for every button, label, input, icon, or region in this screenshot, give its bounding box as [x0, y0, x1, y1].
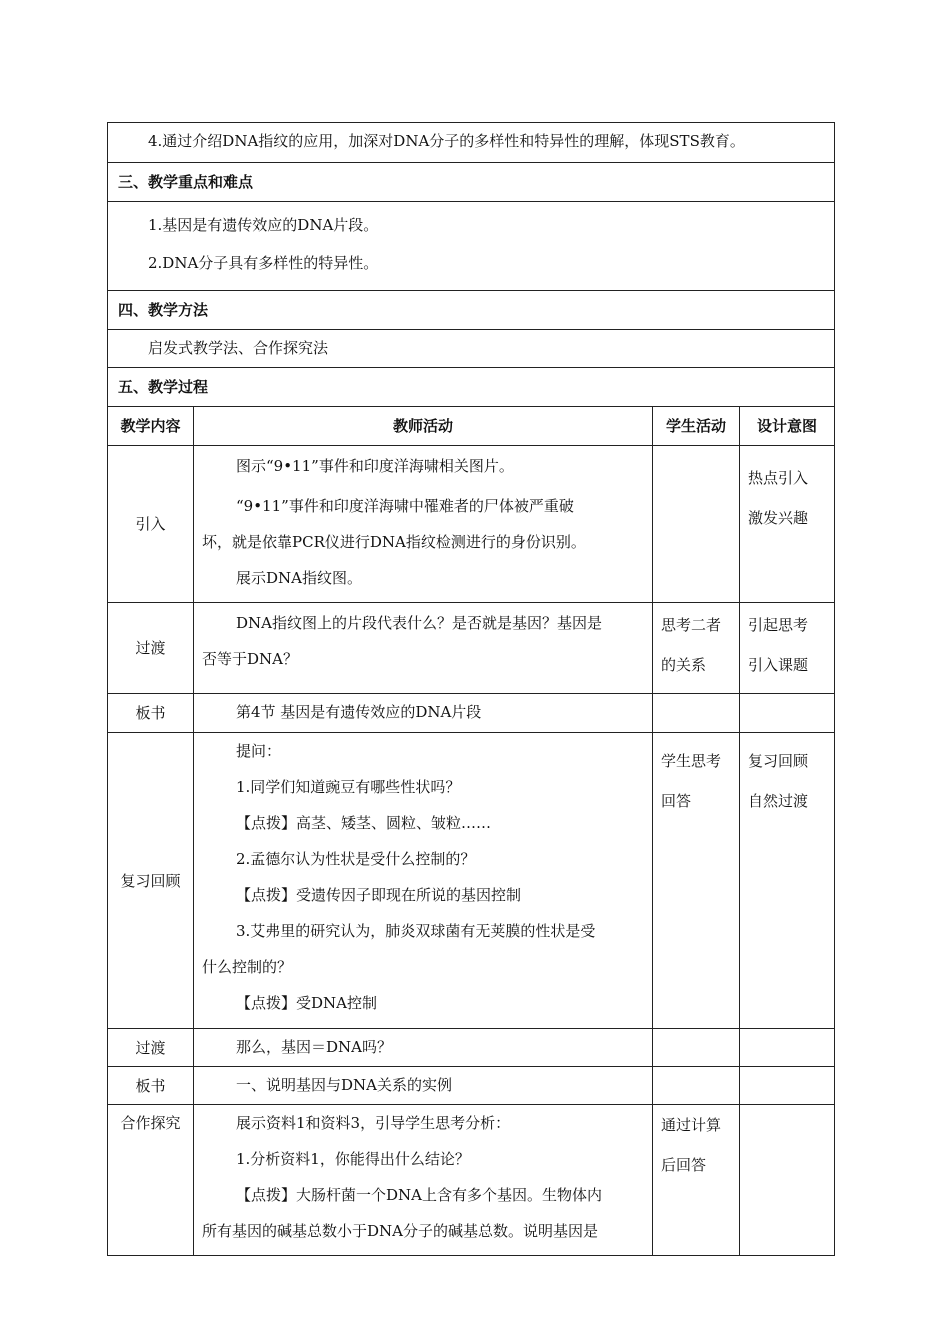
lesson-plan-table	[107, 122, 835, 1256]
row-transition2-student	[653, 1029, 740, 1067]
student-line: 后回答	[661, 1156, 707, 1174]
header-teacher: 教师活动	[194, 407, 653, 446]
row-review-content: 复习回顾	[108, 733, 194, 1029]
objective-4-text: 4.通过介绍DNA指纹的应用，加深对DNA分子的多样性和特异性的理解，体现STS教育。	[148, 132, 745, 150]
teacher-line: 图示“9•11”事件和印度洋海啸相关图片。	[236, 457, 514, 475]
row-explore-intent	[740, 1105, 835, 1256]
teacher-line: DNA指纹图上的片段代表什么？是否就是基因？基因是	[236, 614, 602, 632]
row-intro-teacher	[194, 446, 653, 603]
header-content: 教学内容	[108, 407, 194, 446]
methods-cell	[108, 330, 835, 368]
section-4-title: 四、教学方法	[108, 291, 835, 330]
key-point-1: 1.基因是有遗传效应的DNA片段。	[148, 216, 379, 234]
row-transition-student	[653, 603, 740, 694]
teacher-line: 提问：	[236, 742, 282, 760]
teacher-line: 【点拨】高茎、矮茎、圆粒、皱粒……	[236, 814, 492, 832]
teacher-line: 1.同学们知道豌豆有哪些性状吗？	[236, 778, 461, 796]
row-review-intent	[740, 733, 835, 1029]
intent-line: 复习回顾	[748, 752, 809, 770]
row-explore-content: 合作探究	[108, 1105, 194, 1256]
row-intro-intent	[740, 446, 835, 603]
row-transition2-teacher	[194, 1029, 653, 1067]
row-review-student	[653, 733, 740, 1029]
row-board-intent	[740, 694, 835, 733]
student-line: 的关系	[661, 656, 707, 674]
header-student: 学生活动	[653, 407, 740, 446]
row-board2-content: 板书	[108, 1067, 194, 1105]
student-line: 回答	[661, 792, 692, 810]
teacher-line: 否等于DNA？	[202, 650, 298, 668]
intent-line: 热点引入	[748, 469, 809, 487]
teacher-line: 2.孟德尔认为性状是受什么控制的？	[236, 850, 476, 868]
student-line: 思考二者	[661, 616, 722, 634]
row-board2-teacher	[194, 1067, 653, 1105]
row-transition-teacher	[194, 603, 653, 694]
teacher-line: 展示资料1和资料3，引导学生思考分析：	[236, 1114, 511, 1132]
student-line: 通过计算	[661, 1116, 722, 1134]
teacher-line: 【点拨】受遗传因子即现在所说的基因控制	[236, 886, 522, 904]
row-intro-content: 引入	[108, 446, 194, 603]
teacher-line: 1.分析资料1，你能得出什么结论？	[236, 1150, 470, 1168]
intent-line: 引起思考	[748, 616, 809, 634]
key-points-cell	[108, 202, 835, 291]
key-point-2: 2.DNA分子具有多样性的特异性。	[148, 254, 379, 272]
teacher-line: 【点拨】受DNA控制	[236, 994, 377, 1012]
row-board-teacher	[194, 694, 653, 733]
methods-text: 启发式教学法、合作探究法	[148, 339, 329, 357]
row-explore-teacher	[194, 1105, 653, 1256]
row-transition-intent	[740, 603, 835, 694]
row-intro-student	[653, 446, 740, 603]
teacher-line: 那么，基因＝DNA吗？	[236, 1038, 392, 1056]
teacher-line: 第4节 基因是有遗传效应的DNA片段	[236, 703, 482, 721]
row-board2-intent	[740, 1067, 835, 1105]
row-board-content: 板书	[108, 694, 194, 733]
row-review-teacher	[194, 733, 653, 1029]
row-board-student	[653, 694, 740, 733]
intent-line: 自然过渡	[748, 792, 809, 810]
teacher-line: 展示DNA指纹图。	[236, 569, 362, 587]
row-explore-student	[653, 1105, 740, 1256]
lesson-plan-page	[107, 122, 834, 1256]
section-5-title: 五、教学过程	[108, 368, 835, 407]
student-line: 学生思考	[661, 752, 722, 770]
teacher-line: 什么控制的？	[202, 958, 293, 976]
row-board2-student	[653, 1067, 740, 1105]
intent-line: 激发兴趣	[748, 509, 809, 527]
teacher-line: 坏，就是依靠PCR仪进行DNA指纹检测进行的身份识别。	[202, 533, 586, 551]
objective-row	[108, 123, 835, 163]
row-transition-content: 过渡	[108, 603, 194, 694]
row-transition2-intent	[740, 1029, 835, 1067]
row-transition2-content: 过渡	[108, 1029, 194, 1067]
teacher-line: 一、说明基因与DNA关系的实例	[236, 1076, 452, 1094]
header-intent: 设计意图	[740, 407, 835, 446]
intent-line: 引入课题	[748, 656, 809, 674]
teacher-line: 【点拨】大肠杆菌一个DNA上含有多个基因。生物体内	[236, 1186, 602, 1204]
teacher-line: 3.艾弗里的研究认为，肺炎双球菌有无荚膜的性状是受	[236, 922, 596, 940]
teacher-line: “9•11”事件和印度洋海啸中罹难者的尸体被严重破	[236, 497, 574, 515]
section-3-title: 三、教学重点和难点	[108, 163, 835, 202]
teacher-line: 所有基因的碱基总数小于DNA分子的碱基总数。说明基因是	[202, 1222, 598, 1240]
